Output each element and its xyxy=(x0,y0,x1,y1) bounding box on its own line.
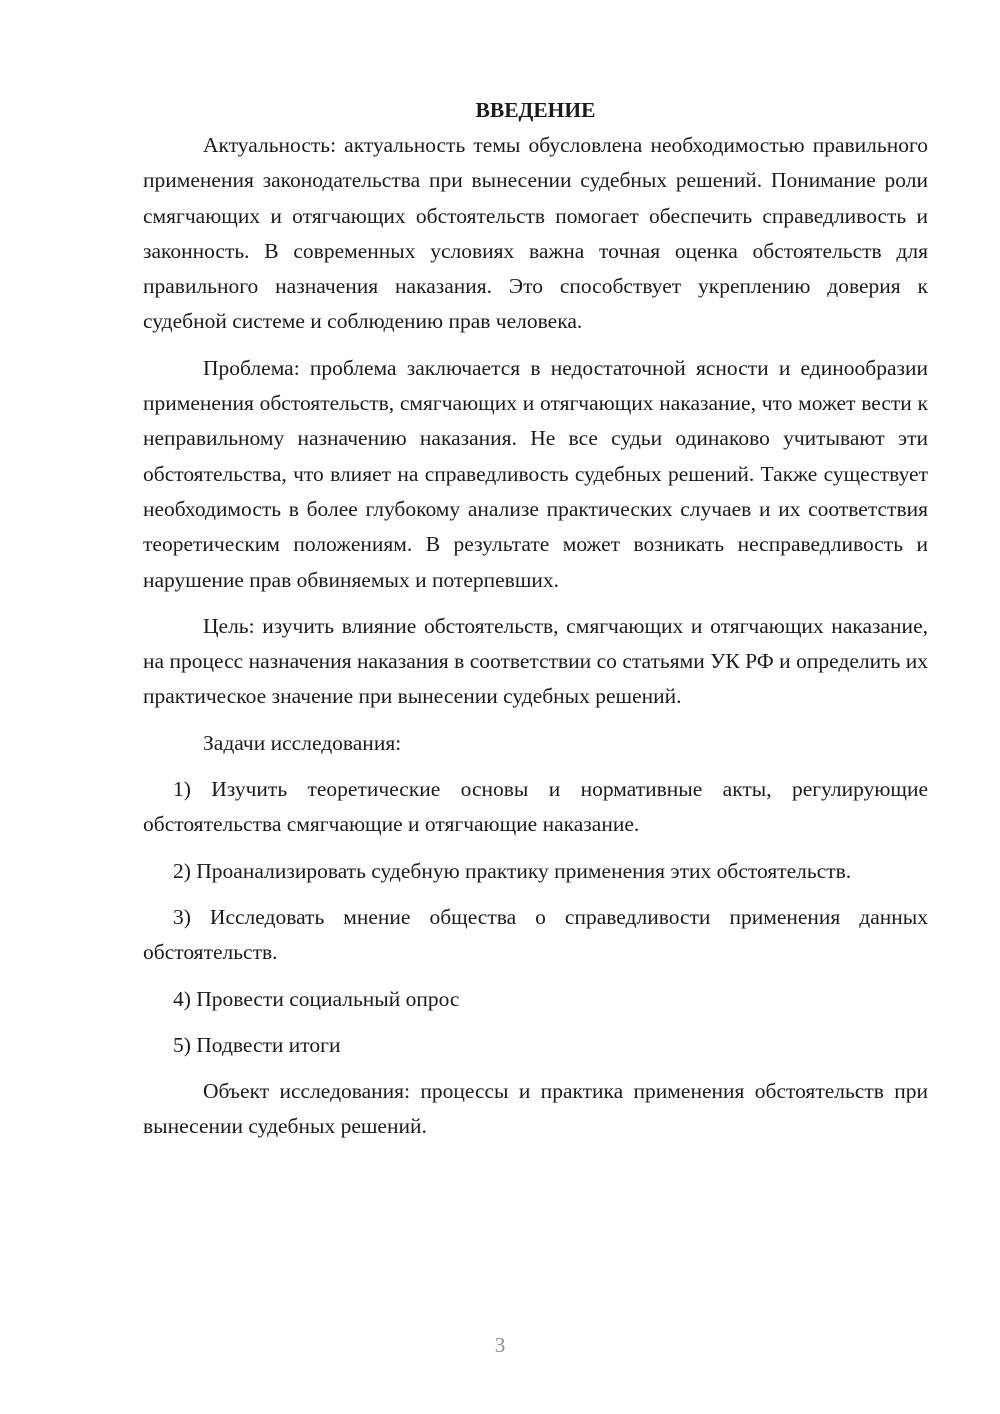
task-item-3: 3) Исследовать мнение общества о справедливости применения данных обстоятельств. xyxy=(143,904,928,965)
page-number: 3 xyxy=(494,1333,506,1357)
task-item-5: 5) Подвести итоги xyxy=(173,1032,341,1057)
relevance-paragraph: Актуальность: актуальность темы обусловлена необходимостью правильного применения законодательства при вынесении судебных решений. Понимание роли смягчающих и отягчающих обстоятельств помогает обеспечить справедливость и законность. В современных условиях важна точная оценка обстоятельств для правильного назначения наказания. Это способствует укреплению доверия к судебной системе и соблюдению прав человека. xyxy=(143,133,928,334)
task-item-2: 2) Проанализировать судебную практику применения этих обстоятельств. xyxy=(173,858,852,883)
tasks-heading: Задачи исследования: xyxy=(203,730,402,755)
object-paragraph: Объект исследования: процессы и практика применения обстоятельств при вынесении судебных решений. xyxy=(143,1079,928,1139)
task-item-1: 1) Изучить теоретические основы и нормативные акты, регулирующие обстоятельства смягчающие и отягчающие наказание. xyxy=(143,777,928,837)
page-title: ВВЕДЕНИЕ xyxy=(475,98,596,122)
task-item-4: 4) Провести социальный опрос xyxy=(173,986,460,1011)
document-page xyxy=(143,93,928,1145)
goal-paragraph: Цель: изучить влияние обстоятельств, смягчающих и отягчающих наказание, на процесс назначения наказания в соответствии со статьями УК РФ и определить их практическое значение при вынесении судебных решений. xyxy=(143,613,928,709)
problem-paragraph: Проблема: проблема заключается в недостаточной ясности и единообразии применения обстоятельств, смягчающих и отягчающих наказание, что может вести к неправильному назначению наказания. Не все судьи одинаково учитывают эти обстоятельства, что влияет на справедливость судебных решений. Также существует необходимость в более глубокому анализе практических случаев и их соответствия теоретическим положениям. В результате может возникать несправедливость и нарушение прав обвиняемых и потерпевших. xyxy=(143,355,928,592)
